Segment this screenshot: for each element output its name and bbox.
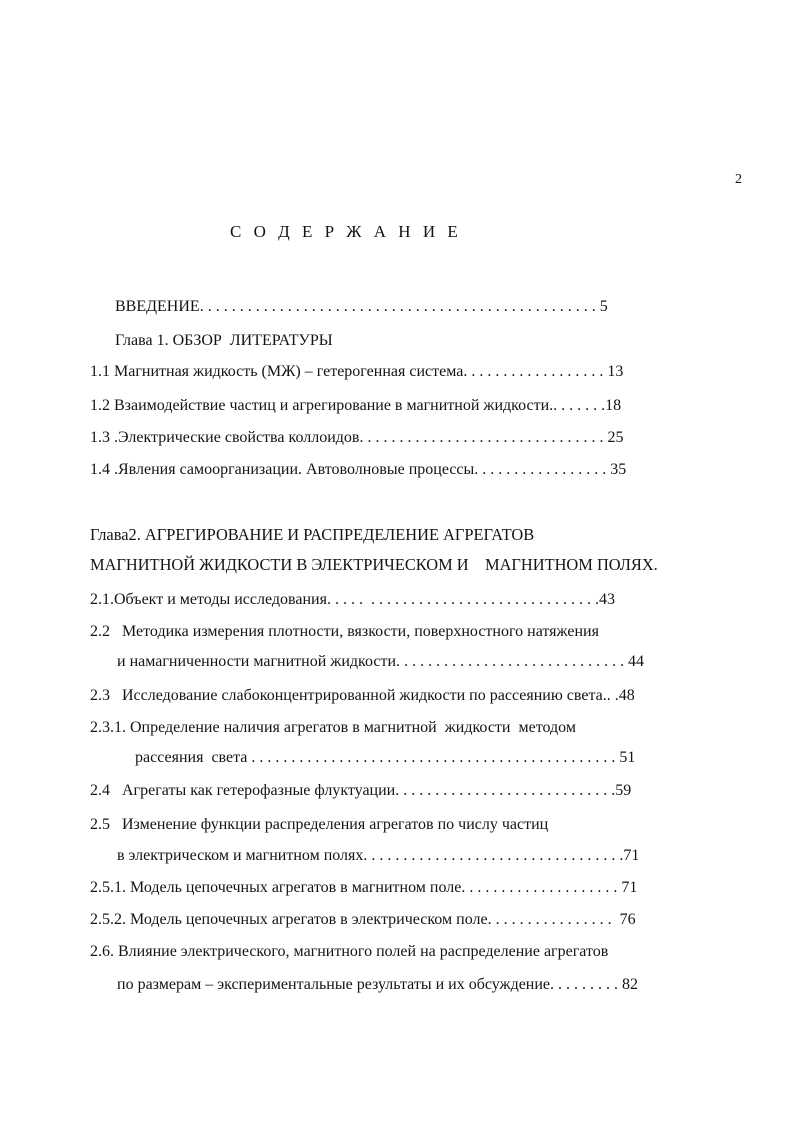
toc-entry-2-2-line1: 2.2 Методика измерения плотности, вязкости, поверхностного натяжения	[90, 623, 599, 640]
toc-entry-1-1: 1.1 Магнитная жидкость (МЖ) – гетерогенная система. . . . . . . . . . . . . . . . . . 13	[90, 363, 624, 380]
toc-chapter-2-heading-line2: МАГНИТНОЙ ЖИДКОСТИ В ЭЛЕКТРИЧЕСКОМ И МАГНИТНОМ ПОЛЯХ.	[90, 555, 658, 574]
toc-entry-1-3: 1.3 .Электрические свойства коллоидов. . . . . . . . . . . . . . . . . . . . . . . . . . . . . . . 25	[90, 429, 624, 446]
toc-entry-2-3-1-line1: 2.3.1. Определение наличия агрегатов в магнитной жидкости методом	[90, 719, 576, 736]
toc-entry-2-5-1: 2.5.1. Модель цепочечных агрегатов в магнитном поле. . . . . . . . . . . . . . . . . . . . 71	[90, 879, 638, 896]
toc-entry-2-3-1-line2: рассеяния света . . . . . . . . . . . . . . . . . . . . . . . . . . . . . . . . . . . . . . . . . . . . . . 51	[135, 749, 636, 766]
toc-entry-2-6-line2: по размерам – экспериментальные результаты и их обсуждение. . . . . . . . . 82	[117, 976, 639, 993]
toc-entry-introduction: ВВЕДЕНИЕ. . . . . . . . . . . . . . . . . . . . . . . . . . . . . . . . . . . . . . . . . . . . . . . . . . 5	[115, 298, 608, 315]
toc-entry-2-5-line1: 2.5 Изменение функции распределения агрегатов по числу частиц	[90, 816, 549, 833]
toc-entry-1-2: 1.2 Взаимодействие частиц и агрегирование в магнитной жидкости.. . . . . . .18	[90, 397, 622, 414]
toc-entry-2-5-2: 2.5.2. Модель цепочечных агрегатов в электрическом поле. . . . . . . . . . . . . . . . 76	[90, 911, 636, 928]
toc-entry-2-1: 2.1.Объект и методы исследования. . . . . . . . . . . . . . . . . . . . . . . . . . . . . . . . . .43	[90, 591, 615, 608]
toc-entry-2-3: 2.3 Исследование слабоконцентрированной жидкости по рассеянию света.. .48	[90, 687, 635, 704]
toc-entry-1-4: 1.4 .Явления самоорганизации. Автоволновые процессы. . . . . . . . . . . . . . . . . 35	[90, 461, 627, 478]
toc-chapter-2-heading-line1: Глава2. АГРЕГИРОВАНИЕ И РАСПРЕДЕЛЕНИЕ АГРЕГАТОВ	[90, 525, 535, 544]
toc-entry-2-5-line2: в электрическом и магнитном полях. . . . . . . . . . . . . . . . . . . . . . . . . . . . . . . . .71	[117, 847, 640, 864]
toc-entry-2-2-line2: и намагниченности магнитной жидкости. . . . . . . . . . . . . . . . . . . . . . . . . . . . . 44	[117, 653, 645, 670]
toc-entry-2-6-line1: 2.6. Влияние электрического, магнитного полей на распределение агрегатов	[90, 943, 609, 960]
page-number: 2	[735, 172, 742, 187]
toc-chapter-1-heading: Глава 1. ОБЗОР ЛИТЕРАТУРЫ	[115, 332, 333, 349]
page-title: С О Д Е Р Ж А Н И Е	[230, 222, 462, 241]
toc-entry-2-4: 2.4 Агрегаты как гетерофазные флуктуации. . . . . . . . . . . . . . . . . . . . . . . . . . . .59	[90, 782, 632, 799]
